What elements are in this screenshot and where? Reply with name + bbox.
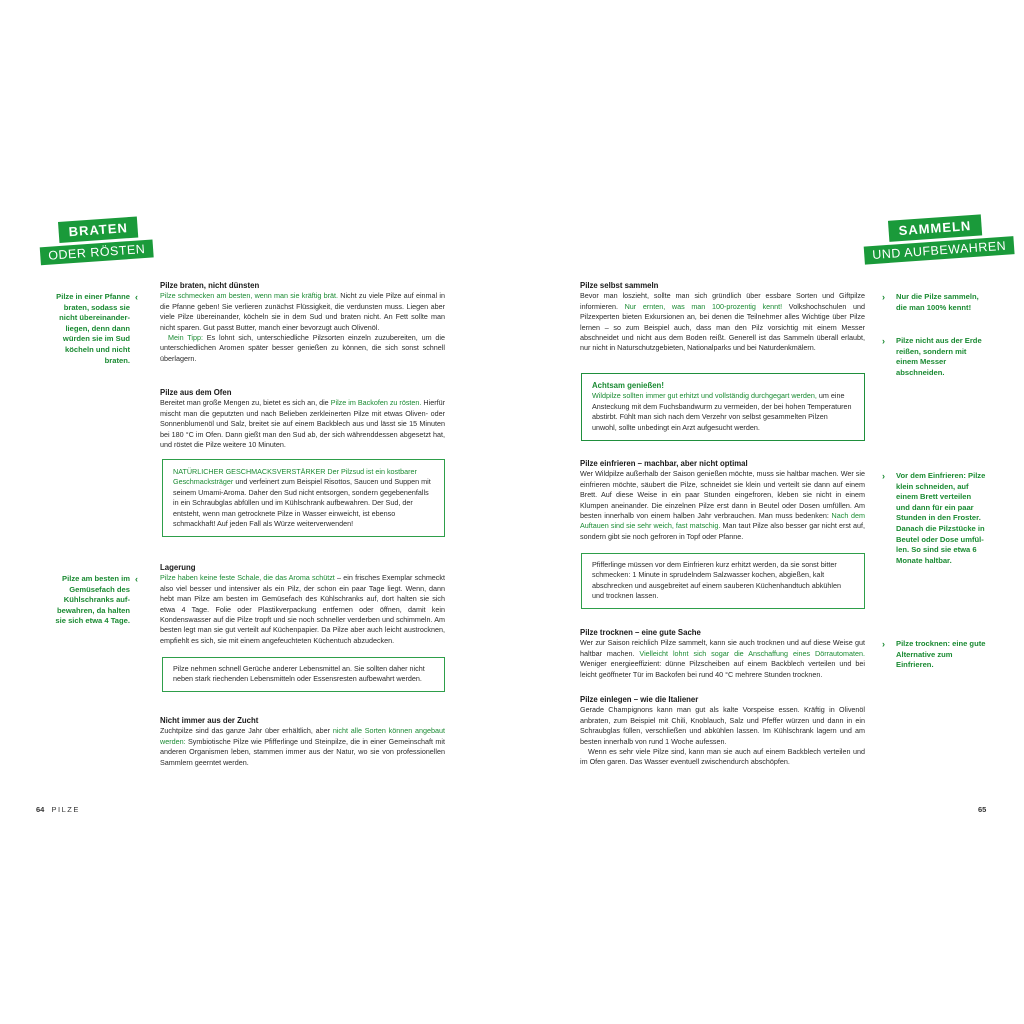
- folio-label: PILZE: [51, 805, 80, 814]
- sidenote-braten: Pilze in einer Pfanne braten, sodass sie nicht übereinanderliegen, denn dann würden sie im Sud köcheln und nicht braten.: [56, 292, 130, 365]
- section-heading: Lagerung: [160, 563, 196, 572]
- chevron-left-icon: ‹: [135, 292, 138, 302]
- chevron-right-icon: ›: [882, 471, 885, 481]
- section-pilze-braten: [160, 281, 445, 364]
- section-tag-right: [872, 212, 1015, 264]
- paragraph: Pilze schmecken am besten, wenn man sie kräftig brät. Nicht zu viele Pilze auf einmal in die Pfanne geben! Sie verlieren zunächst Flüssigkeit, die verdunsten muss. Liegen aber viele Pilze übereinander, köcheln sie in dem Sud und braten nicht. An Fett sollte man nicht sparen. Gut passt Butter, manch einer bevorzugt auch Olivenöl.: [160, 291, 445, 332]
- section-nicht-aus-der-zucht: [160, 716, 445, 768]
- tag-subtitle: ODER RÖSTEN: [40, 239, 154, 265]
- section-heading: Pilze aus dem Ofen: [160, 388, 232, 397]
- section-heading: Pilze trocknen – eine gute Sache: [580, 628, 701, 637]
- paragraph: Bevor man loszieht, sollte man sich gründlich über essbare Sorten und Giftpilze informieren. Nur ernten, was man 100-prozentig kennt! Volkshochschulen und Pilzexperten bieten Exkursionen an, bei denen die Teilnehmer alles Wichtige über Pilze lernen – so zum Beispiel auch, dass man den Pilz vorsichtig mit einem Messer abschneidet und nicht aus dem Boden reißt. Generell ist das Sammeln überall erlaubt, nur nicht in Naturschutzgebieten, Nationalparks und bei Naturdenkmälern.: [580, 291, 865, 353]
- page-folio: [978, 805, 986, 814]
- section-heading: Nicht immer aus der Zucht: [160, 716, 259, 725]
- tag-subtitle: UND AUFBEWAHREN: [864, 236, 1015, 264]
- section-pilze-selbst-sammeln: [580, 281, 865, 354]
- paragraph: Wer Wildpilze außerhalb der Saison genießen möchte, muss sie haltbar machen. Wer sie einfrieren möchte, säubert die Pilze, schneidet sie klein und verteilt sie dann auf einem Brett. Auf diese Weise in ein paar Stunden eingefroren, kleben sie nicht in einem Klumpen aneinander. Die einzelnen Pilze erst dann in Beutel oder Dosen umfüllen. Am besten innerhalb von einem halben Jahr verbrauchen. Man muss bedenken: Nach dem Auftauen sind sie sehr weich, fast matschig. Man taut Pilze also besser gar nicht erst auf, sondern gibt sie noch gefroren in Topf oder Pfanne.: [580, 469, 866, 541]
- section-pilze-trocknen: [580, 628, 865, 680]
- paragraph: Wer zur Saison reichlich Pilze sammelt, kann sie auch trocknen und auf diese Weise gut haltbar machen. Vielleicht lohnt sich sogar die Anschaffung eines Dörrautomaten. Weniger energieeffizient: dünne Pilzscheiben auf einem Backblech verteilen und bei leicht geöffneter Tür im Backofen bei rund 40 °C mehrere Stunden trocknen.: [580, 638, 865, 679]
- page-number: 65: [978, 805, 987, 814]
- info-box-achtsam: Achtsam genießen! Wildpilze sollten immer gut erhitzt und vollständig durchgegart werden, um eine Ansteckung mit dem Fuchsbandwurm zu vermeiden, der bei hohen Temperaturen abstirbt. Fühlt man sich nach dem Verzehr von selbst gesammelten Pilzen unwohl, sollte unbedingt ein Arzt aufgesucht werden.: [581, 373, 865, 441]
- section-pilze-aus-dem-ofen: [160, 388, 445, 450]
- chevron-right-icon: ›: [882, 292, 885, 302]
- sidenote-lagerung: Pilze am besten im Gemüsefach des Kühlschranks aufbewahren, da halten sie sich etwa 4 Tage.: [55, 574, 130, 626]
- section-heading: Pilze einfrieren – machbar, aber nicht optimal: [580, 459, 748, 468]
- paragraph: Pilze haben keine feste Schale, die das Aroma schützt – ein frisches Exemplar schmeckt also viel besser und intensiver als ein Pilz, der schon ein paar Tage liegt. Wenn, dann hebt man Pilze am besten im Gemüsefach des Kühlschranks auf, dort halten sie sich etwa 4 Tage. Folie oder Plastikverpackung entfernen oder öffnen, damit kein Kondenswasser auf die Pilze tropft und sie noch schneller verderben und schimmeln. Am besten legt man sie gut verteilt auf Küchenpapier. Da Pilze aber auch leicht austrocknen, empfiehlt es sich, sie mit einem angefeuchteten Küchentuch abzudecken.: [160, 573, 445, 645]
- section-tag-left: [47, 215, 154, 263]
- chevron-right-icon: ›: [882, 336, 885, 346]
- info-box-gerueche: Pilze nehmen schnell Gerüche anderer Lebensmittel an. Sie sollten daher nicht neben stark riechenden Lebensmitteln oder Essensresten aufbewahrt werden.: [162, 657, 445, 692]
- paragraph: Bereitet man große Mengen zu, bietet es sich an, die Pilze im Backofen zu rösten. Hierfür mischt man die geputzten und nach Belieben zerkleinerten Pilze mit etwas Oliven- oder Sonnenblumenöl und Salz, breitet sie auf einem Backblech aus und lässt sie 15 Minuten bei 180 °C im Ofen. Dann gießt man den Sud ab, der sich währenddessen abgesetzt hat, und röstet die Pilze weitere 10 Minuten.: [160, 398, 445, 450]
- page-folio: [36, 805, 80, 814]
- tag-title: SAMMELN: [888, 214, 982, 241]
- section-pilze-einfrieren: [580, 459, 865, 542]
- sidenote-messer: Pilze nicht aus der Erde reißen, sondern mit einem Messer abschneiden.: [896, 336, 982, 377]
- chevron-left-icon: ‹: [135, 574, 138, 584]
- chevron-right-icon: ›: [882, 639, 885, 649]
- sidenote-einfrieren: Vor dem Einfrieren: Pilze klein schneiden, auf einem Brett verteilen und dann für ein paar Stunden in den Froster. Danach die Pilzstücke in Beutel oder Dose umfüllen. So sind sie etwa 6 Monate haltbar.: [896, 471, 986, 565]
- section-pilze-einlegen: [580, 695, 865, 768]
- paragraph: Gerade Champignons kann man gut als kalte Vorspeise essen. Kräftig in Olivenöl anbraten, zum Beispiel mit Chili, Knoblauch, Salz und Pfeffer würzen und dann in ein Schraubglas füllen, verschließen und abkühlen lassen. Im Kühlschrank lagern und am besten innerhalb von rund 1 Woche aufessen.: [580, 705, 865, 746]
- page-number: 64: [36, 805, 45, 814]
- info-box-pfifferlinge: Pfifferlinge müssen vor dem Einfrieren kurz erhitzt werden, da sie sonst bitter schmecken: 1 Minute in sprudelndem Salzwasser kochen, abgießen, kalt abschrecken und ausgebreitet auf einem sauberen Küchenhandtuch abkühlen und trocknen lassen.: [581, 553, 865, 609]
- box-title: Achtsam genießen!: [592, 381, 664, 390]
- section-heading: Pilze einlegen – wie die Italiener: [580, 695, 699, 704]
- paragraph: Wenn es sehr viele Pilze sind, kann man sie auch auf einem Backblech verteilen und im Ofen garen. Das Wasser eventuell zwischendurch abschöpfen.: [580, 747, 865, 767]
- section-lagerung: [160, 563, 445, 646]
- tag-title: BRATEN: [58, 216, 138, 242]
- paragraph: Zuchtpilze sind das ganze Jahr über erhältlich, aber nicht alle Sorten können angebaut werden: Symbiotische Pilze wie Pfifferlinge und Steinpilze, die in einer Gemeinschaft mit anderen Organismen leben, stammen immer aus der Natur, wo sie von professionellen Sammlern geerntet werden.: [160, 726, 446, 767]
- right-page: [512, 0, 1024, 1024]
- section-heading: Pilze selbst sammeln: [580, 281, 659, 290]
- info-box-geschmacksverstaerker: NATÜRLICHER GESCHMACKSVERSTÄRKER Der Pilzsud ist ein kostbarer Geschmacksträger und verfeinert zum Beispiel Risottos, Saucen und Suppen mit seinem Umami-Aroma. Daher den Sud nicht entsorgen, sondern gegebenenfalls in ein Schraubglas abfüllen und im Kühlschrank aufbewahren. Der Sud, der entsteht, wenn man getrocknete Pilze in Wasser einweicht, ist ebenso schmackhaft! Auf jeden Fall als Würze weiterverwenden!: [162, 459, 445, 537]
- section-heading: Pilze braten, nicht dünsten: [160, 281, 260, 290]
- sidenote-trocknen: Pilze trocknen: eine gute Alternative zum Einfrieren.: [896, 639, 986, 670]
- sidenote-100-prozent: Nur die Pilze sammeln, die man 100% kennt!: [896, 292, 979, 312]
- paragraph: Mein Tipp: Es lohnt sich, unterschiedliche Pilzsorten einzeln zuzubereiten, um die unterschiedlichen Aromen später besser genießen zu können, die sich sonst schnell überlagern.: [160, 333, 445, 363]
- box-label: NATÜRLICHER GESCHMACKSVERSTÄRKER: [173, 467, 326, 476]
